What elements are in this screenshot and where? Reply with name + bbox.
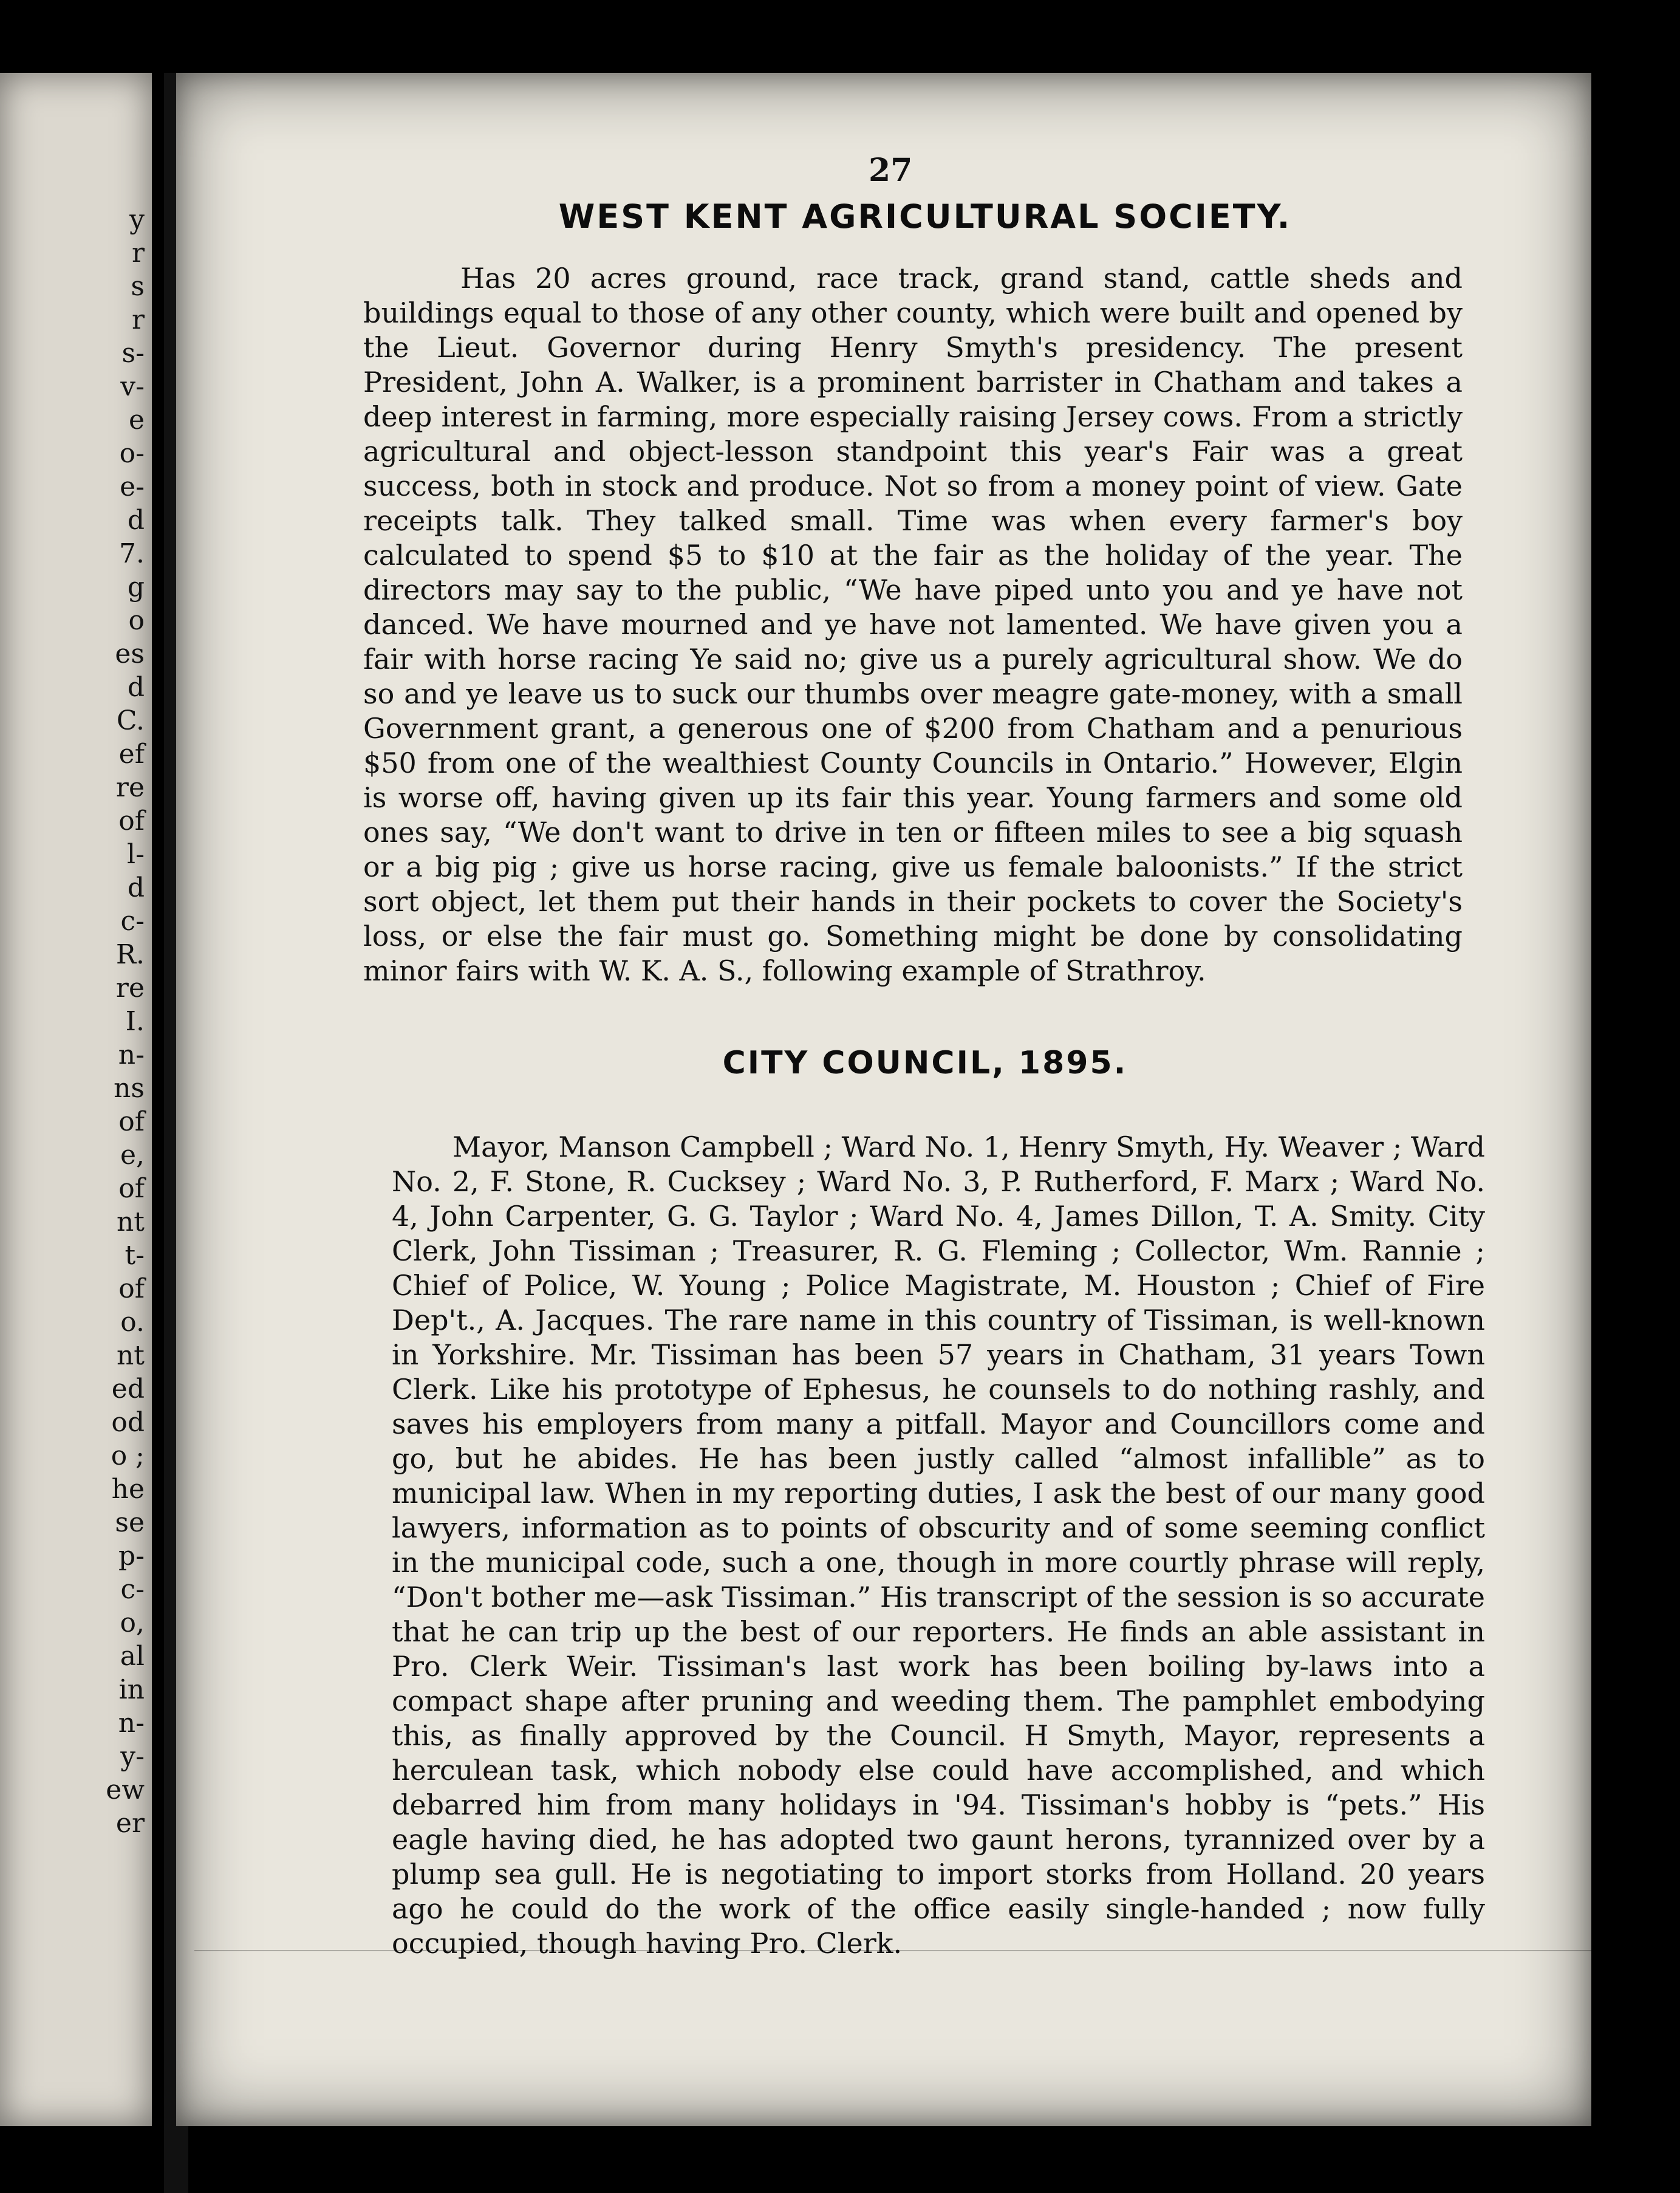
facing-page-fragment: d <box>127 672 145 703</box>
facing-page-fragment: ew <box>106 1774 145 1805</box>
facing-page-fragment: v- <box>120 371 145 402</box>
section-heading-city-council: CITY COUNCIL, 1895. <box>722 1045 1128 1081</box>
facing-page-fragment: re <box>115 973 145 1004</box>
facing-page-fragment: s <box>131 271 145 302</box>
facing-page-fragment: C. <box>116 705 145 736</box>
facing-page-fragment: d <box>127 872 145 903</box>
section-heading-west-kent: WEST KENT AGRICULTURAL SOCIETY. <box>558 197 1292 236</box>
facing-page-strip <box>0 73 152 2126</box>
facing-page-fragment: o ; <box>111 1440 145 1471</box>
facing-page-fragment: nt <box>116 1340 145 1371</box>
facing-page-fragment: e- <box>120 471 145 502</box>
facing-page-fragment: 7. <box>119 538 145 569</box>
section-body-city-council: Mayor, Manson Campbell ; Ward No. 1, Henry Smyth, Hy. Weaver ; Ward No. 2, F. Stone, R. Cucksey ; Ward No. 3, P. Rutherford, F. Marx ; Ward No. 4, John Carpenter, G. G. Taylor ; Ward No. 4, James Dillon, T. A. Smity. City Clerk, John Tissiman ; Treasurer, R. G. Fleming ; Collector, Wm. Rannie ; Chief of Police, W. Young ; Police Magistrate, M. Houston ; Chief of Fire Dep't., A. Jacques. The rare name in this country of Tissiman, is well-known in Yorkshire. Mr. Tissiman has been 57 years in Chatham, 31 years Town Clerk. Like his prototype of Ephesus, he counsels to do nothing rashly, and saves his employers from many a pitfall. Mayor and Councillors come and go, but he abides. He has been justly called “almost infallible” as to municipal law. When in my reporting duties, I ask the best of our many good lawyers, information as to points of obscurity and of some seeming conflict in the municipal code, such a one, though in more courtly phrase will reply, “Don't bother me—ask Tissiman.” His transcript of the session is so accurate that he can trip up the best of our reporters. He finds an able assistant in Pro. Clerk Weir. Tissiman's last work has been boiling by-laws into a compact shape after pruning and weeding them. The pamphlet embodying this, as finally approved by the Council. H Smyth, Mayor, represents a herculean task, which nobody else could have accomplished, and which debarred him from many holidays in '94. Tissiman's hobby is “pets.” His eagle having died, he has adopted two gaunt herons, tyrannized over by a plump sea gull. He is negotiating to import storks from Holland. 20 years ago he could do the work of the office easily single-handed ; now fully occupied, though having Pro. Clerk. <box>392 1131 1485 1960</box>
page-number: 27 <box>869 152 913 189</box>
facing-page-fragment: n- <box>118 1708 145 1739</box>
facing-page-fragment: ns <box>114 1073 145 1104</box>
facing-page-fragment: ef <box>118 739 145 770</box>
facing-page-fragment: in <box>118 1674 145 1705</box>
page-crease-line <box>194 1950 1591 1951</box>
facing-page-fragment: p- <box>118 1541 145 1572</box>
facing-page-fragment: o. <box>120 1307 145 1338</box>
facing-page-fragment: t- <box>125 1240 145 1271</box>
facing-page-fragment: e, <box>120 1140 145 1171</box>
facing-page-fragment: g <box>127 572 145 603</box>
facing-page-fragment: y- <box>120 1741 145 1772</box>
facing-page-fragment: of <box>118 1106 145 1137</box>
facing-page-fragment: he <box>111 1474 145 1505</box>
facing-page-fragment: of <box>118 1173 145 1204</box>
facing-page-fragment: se <box>115 1507 145 1538</box>
facing-page-fragment: I. <box>125 1006 145 1037</box>
facing-page-fragment: s- <box>121 338 145 369</box>
facing-page-fragment: r <box>131 238 145 269</box>
facing-page-fragment: od <box>111 1407 145 1438</box>
facing-page-fragment: nt <box>116 1206 145 1237</box>
facing-page-fragment: re <box>115 772 145 803</box>
facing-page-fragment: c- <box>120 906 145 937</box>
facing-page-fragment: es <box>115 638 145 669</box>
facing-page-fragment: ed <box>111 1374 145 1404</box>
facing-page-fragment: y <box>129 204 145 235</box>
facing-page-fragment: n- <box>118 1039 145 1070</box>
facing-page-fragment: o, <box>120 1607 145 1638</box>
facing-page-fragment: c- <box>120 1574 145 1605</box>
facing-page-fragment: l- <box>127 839 145 870</box>
facing-page-fragment: d <box>127 505 145 536</box>
facing-page-fragment: R. <box>115 939 145 970</box>
facing-page-fragment: al <box>120 1641 145 1672</box>
facing-page-fragment: of <box>118 1273 145 1304</box>
facing-page-fragment: of <box>118 806 145 836</box>
facing-page-fragment: er <box>115 1808 145 1839</box>
facing-page-fragment: o <box>128 605 145 636</box>
facing-page-fragment: o- <box>119 438 145 469</box>
facing-page-fragment: e <box>128 405 145 436</box>
section-body-west-kent: Has 20 acres ground, race track, grand stand, cattle sheds and buildings equal to those of any other county, which were built and opened by the Lieut. Governor during Henry Smyth's presidency. The present President, John A. Walker, is a prominent barrister in Chatham and takes a deep interest in farming, more especially raising Jersey cows. From a strictly agricultural and object-lesson standpoint this year's Fair was a great success, both in stock and produce. Not so from a money point of view. Gate receipts talk. They talked small. Time was when every farmer's boy calculated to spend $5 to $10 at the fair as the holiday of the year. The directors may say to the public, “We have piped unto you and ye have not danced. We have mourned and ye have not lamented. We have given you a fair with horse racing Ye said no; give us a purely agricultural show. We do so and ye leave us to suck our thumbs over meagre gate-money, with a small Government grant, a generous one of $200 from Chatham and a penurious $50 from one of the wealthiest County Councils in Ontario.” However, Elgin is worse off, having given up its fair this year. Young farmers and some old ones say, “We don't want to drive in ten or fifteen miles to see a big squash or a big pig ; give us horse racing, give us female baloonists.” If the strict sort object, let them put their hands in their pockets to cover the Society's loss, or else the fair must go. Something might be done by consolidating minor fairs with W. K. A. S., following example of Strathroy. <box>363 262 1463 987</box>
facing-page-fragment: r <box>131 304 145 335</box>
